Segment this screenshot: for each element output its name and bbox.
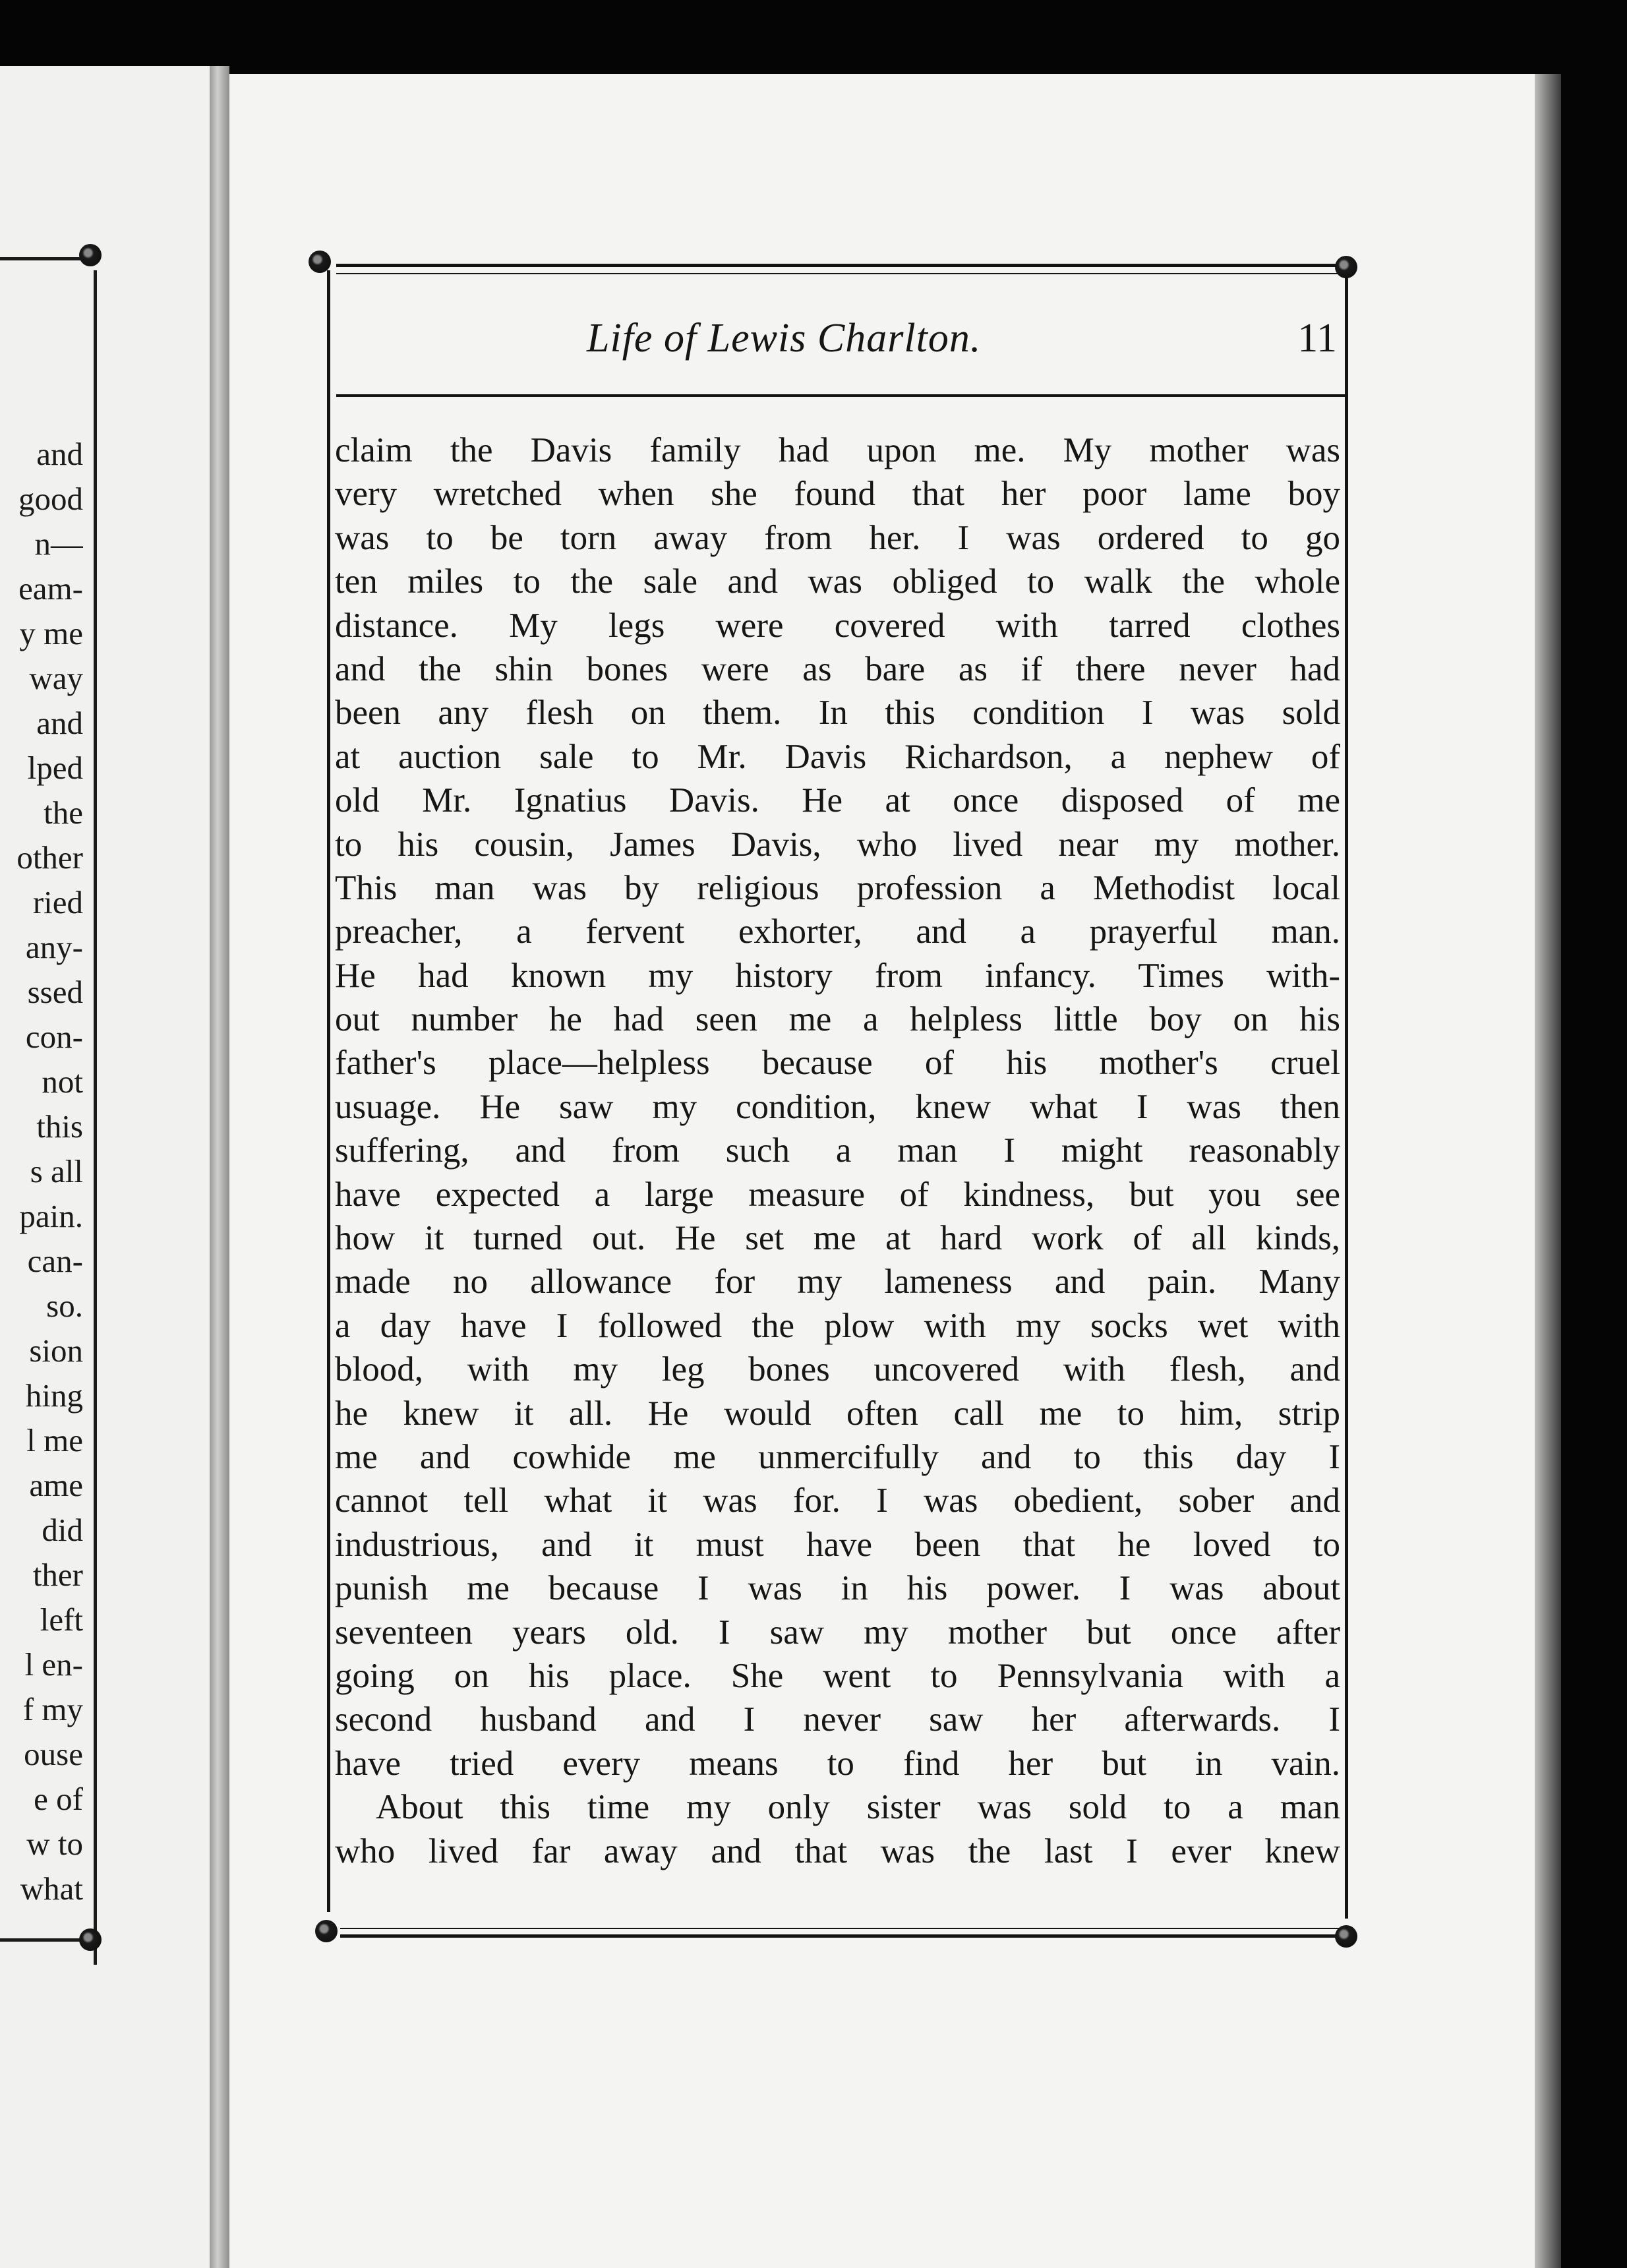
left-page-fragment: w to	[26, 1826, 83, 1862]
left-page-fragment: con-	[25, 1019, 83, 1055]
running-head	[336, 315, 1345, 361]
left-page-fragment: ame	[29, 1467, 83, 1503]
page-edge-shadow	[1535, 74, 1561, 2268]
left-page-fragment: the	[44, 794, 83, 831]
text-line: claim the Davis family had upon me. My mother was	[335, 431, 1340, 469]
running-title: Life of Lewis Charlton.	[587, 316, 982, 361]
left-page-fragment: what	[20, 1870, 83, 1907]
text-line: second husband and I never saw her afterwards. I	[335, 1700, 1340, 1739]
left-page-fragment: ther	[32, 1557, 83, 1593]
left-page-fragment: n—	[34, 525, 83, 562]
text-line: out number he had seen me a helpless little boy on his	[335, 1000, 1340, 1039]
text-line: ten miles to the sale and was obliged to walk the whole	[335, 562, 1340, 601]
left-page-fragment: f my	[22, 1691, 83, 1727]
left-page-fragment: way	[29, 660, 83, 696]
running-head-rule	[336, 394, 1345, 397]
left-page-fragment: lped	[27, 750, 83, 786]
left-page-fragment: this	[36, 1108, 83, 1145]
left-page-fragment: sion	[29, 1332, 83, 1369]
text-line: seventeen years old. I saw my mother but once after	[335, 1613, 1340, 1652]
frame-bottom-rule-thin	[340, 1928, 1345, 1929]
left-page-frame-rule	[94, 270, 97, 1965]
left-page-fragment: pain.	[19, 1198, 83, 1234]
left-page-fragment: did	[42, 1512, 83, 1548]
left-page-fragment: ssed	[27, 974, 83, 1010]
text-line: preacher, a fervent exhorter, and a prayerful man.	[335, 912, 1340, 951]
left-page-bottom-stud	[79, 1928, 102, 1951]
frame-top-left-stud	[309, 251, 331, 273]
text-line: have tried every means to find her but in vain.	[335, 1744, 1340, 1783]
text-line: a day have I followed the plow with my socks wet with	[335, 1306, 1340, 1345]
left-page-fragment: l en-	[24, 1646, 83, 1683]
body-text	[335, 429, 1340, 1873]
text-line: cannot tell what it was for. I was obedient, sober and	[335, 1481, 1340, 1520]
left-page-fragment: y me	[19, 615, 83, 651]
left-page-text-fragments	[0, 432, 83, 1911]
book-gutter	[210, 66, 229, 2268]
text-line: punish me because I was in his power. I was about	[335, 1569, 1340, 1608]
text-line: at auction sale to Mr. Davis Richardson, a nephew of	[335, 737, 1340, 776]
left-page-fragment: s all	[30, 1153, 83, 1189]
text-line: was to be torn away from her. I was ordered to go	[335, 518, 1340, 557]
text-line: blood, with my leg bones uncovered with flesh, and	[335, 1350, 1340, 1389]
text-line: me and cowhide me unmercifully and to this day I	[335, 1437, 1340, 1476]
left-page-fragment: ried	[32, 884, 83, 920]
text-line: suffering, and from such a man I might reasonably	[335, 1131, 1340, 1170]
text-line: how it turned out. He set me at hard work of all kinds,	[335, 1219, 1340, 1258]
text-line: going on his place. She went to Pennsylvania with a	[335, 1656, 1340, 1695]
text-line: This man was by religious profession a Methodist local	[335, 868, 1340, 907]
frame-bottom-right-stud	[1335, 1925, 1357, 1948]
left-page-fragment: eam-	[18, 570, 83, 607]
text-line: usuage. He saw my condition, knew what I was then	[335, 1087, 1340, 1126]
text-line: he knew it all. He would often call me to him, strip	[335, 1394, 1340, 1433]
text-line: to his cousin, James Davis, who lived near my mother.	[335, 825, 1340, 864]
left-page-fragment: and	[36, 436, 83, 472]
text-line: He had known my history from infancy. Times with-	[335, 956, 1340, 995]
text-line: distance. My legs were covered with tarred clothes	[335, 606, 1340, 645]
page-number: 11	[1297, 316, 1337, 361]
left-page-fragment: not	[42, 1063, 83, 1100]
left-page-fragment: and	[36, 705, 83, 741]
left-page-fragment: other	[16, 839, 83, 876]
left-page-top-stud	[79, 244, 102, 266]
left-page-fragment: good	[18, 481, 83, 517]
text-line: father's place—helpless because of his mother's cruel	[335, 1044, 1340, 1083]
frame-bottom-left-stud	[315, 1920, 338, 1942]
frame-right-rule	[1345, 270, 1348, 1919]
text-line: About this time my only sister was sold to a man	[376, 1788, 1340, 1827]
left-page-fragment: left	[40, 1601, 83, 1638]
left-page-fragment: so.	[46, 1288, 83, 1324]
text-line: and the shin bones were as bare as if there never had	[335, 649, 1340, 688]
left-page-fragment: any-	[25, 929, 83, 965]
left-page-fragment: l me	[26, 1422, 83, 1458]
text-line: made no allowance for my lameness and pain. Many	[335, 1263, 1340, 1301]
left-page-fragment: hing	[25, 1377, 83, 1414]
left-page-fragment: e of	[34, 1781, 83, 1817]
text-line: have expected a large measure of kindness, but you see	[335, 1175, 1340, 1214]
left-page-fragment: can-	[27, 1243, 83, 1279]
frame-top-rule	[336, 264, 1349, 267]
frame-top-rule-thin	[336, 273, 1349, 274]
text-line: been any flesh on them. In this condition I was sold	[335, 694, 1340, 732]
left-page-fragment: ouse	[24, 1736, 83, 1772]
left-facing-page	[0, 66, 210, 2268]
text-line: industrious, and it must have been that he loved to	[335, 1525, 1340, 1564]
text-line: who lived far away and that was the last I ever knew	[335, 1832, 1340, 1870]
frame-top-right-stud	[1335, 256, 1357, 278]
text-line: very wretched when she found that her poor lame boy	[335, 475, 1340, 514]
text-line: old Mr. Ignatius Davis. He at once disposed of me	[335, 781, 1340, 820]
frame-bottom-rule	[340, 1934, 1345, 1938]
frame-left-rule	[327, 270, 330, 1912]
